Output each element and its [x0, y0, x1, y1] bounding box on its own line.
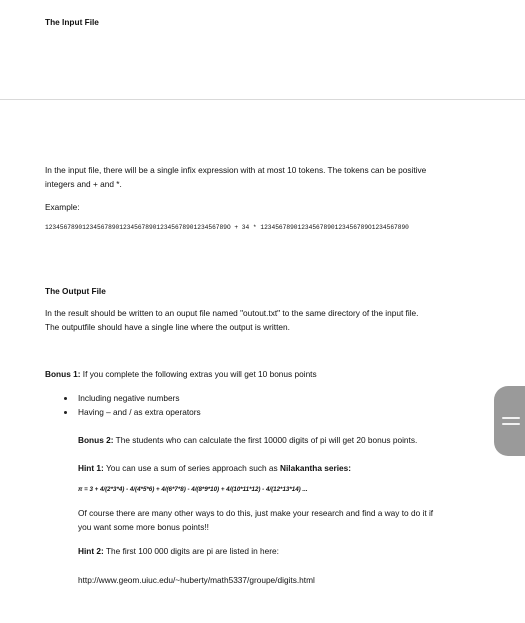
scroll-handle[interactable] [494, 386, 525, 456]
input-desc-line-2: integers and + and *. [45, 179, 122, 189]
nilakantha-series-label: Nilakantha series: [280, 463, 352, 473]
bullet-icon [64, 397, 67, 400]
hint-1-label: Hint 1: [78, 463, 104, 473]
bonus-1-item-2: Having – and / as extra operators [78, 407, 201, 417]
bonus-2-text: The students who can calculate the first 10000 digits of pi will get 20 bonus points. [113, 435, 418, 445]
handle-grip-icon [502, 423, 520, 425]
hint-1-note-line-1: Of course there are many other ways to do this, just make your research and find a way to do it if [78, 508, 434, 518]
output-file-heading: The Output File [45, 286, 106, 296]
handle-grip-icon [502, 417, 520, 419]
hint-2-text: The first 100 000 digits are pi are listed in here: [103, 546, 279, 556]
nilakantha-formula: π = 3 + 4/(2*3*4) - 4/(4*5*6) + 4/(6*7*8) - 4/(8*9*10) + 4/(10*11*12) - 4/(12*13*14) ... [78, 486, 308, 493]
bonus-2-paragraph [78, 433, 417, 447]
bonus-1-label: Bonus 1: [45, 369, 81, 379]
input-file-heading: The Input File [45, 17, 99, 27]
hint-1-paragraph [78, 461, 351, 475]
hint-2-paragraph [78, 544, 279, 558]
digits-link[interactable]: http://www.geom.uiuc.edu/~huberty/math5337/groupe/digits.html [78, 575, 315, 585]
hint-1-text: You can use a sum of series approach such as [103, 463, 280, 473]
example-label: Example: [45, 202, 80, 212]
page-1-bottom [0, 0, 525, 99]
hint-1-note-line-2: you want some more bonus points!! [78, 522, 209, 532]
example-expression: 1234567890123456789012345678901234567890123456789O + 34 * 12345678901234567890123456789O1234567890 [45, 224, 409, 231]
output-desc-line-1: In the result should be written to an ouput file named "outout.txt" to the same directory of the input file. [45, 308, 419, 318]
bonus-1-item-1: Including negative numbers [78, 393, 180, 403]
bonus-1-paragraph [45, 367, 317, 381]
bonus-1-text: If you complete the following extras you will get 10 bonus points [80, 369, 317, 379]
hint-2-label: Hint 2: [78, 546, 104, 556]
bonus-2-label: Bonus 2: [78, 435, 114, 445]
bullet-icon [64, 411, 67, 414]
input-desc-line-1: In the input file, there will be a single infix expression with at most 10 tokens. The tokens can be positive [45, 165, 427, 175]
output-desc-line-2: The outputfile should have a single line where the output is written. [45, 322, 290, 332]
